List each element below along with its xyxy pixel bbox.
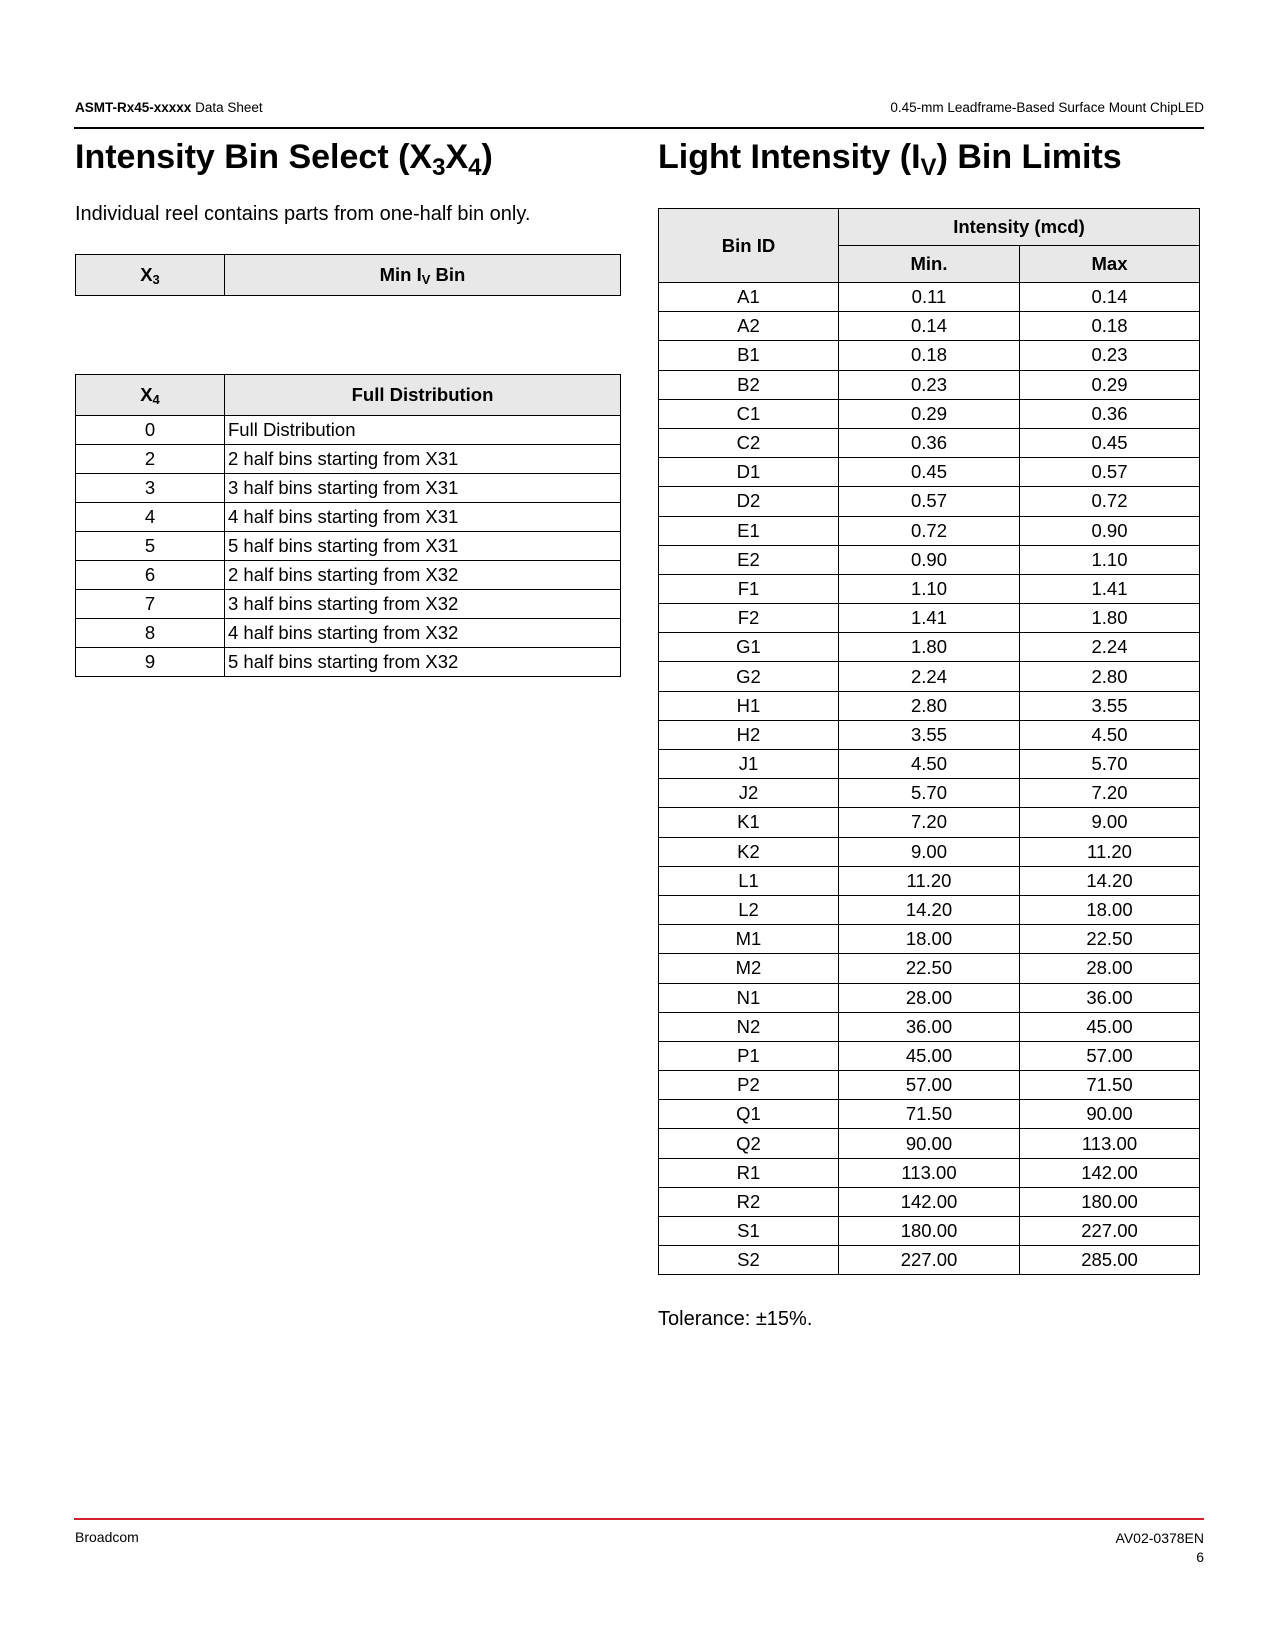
full-distribution-header: Full Distribution (225, 375, 621, 416)
x4-code-cell: 5 (76, 532, 225, 561)
x4-desc-cell: 5 half bins starting from X32 (225, 648, 621, 677)
table-row (659, 720, 1200, 749)
x4-desc-cell: 2 half bins starting from X32 (225, 561, 621, 590)
header-doc-title (75, 100, 263, 115)
bin-max-cell: 3.55 (1020, 691, 1200, 720)
bin-min-cell: 45.00 (839, 1041, 1020, 1070)
bin-min-cell: 1.41 (839, 604, 1020, 633)
table-row (76, 532, 621, 561)
bin-max-cell: 0.90 (1020, 516, 1200, 545)
bin-max-cell: 7.20 (1020, 779, 1200, 808)
bin-bin-cell: F2 (659, 604, 839, 633)
bin-min-cell: 0.36 (839, 428, 1020, 457)
bin-bin-cell: B2 (659, 370, 839, 399)
bin-bin-cell: M2 (659, 954, 839, 983)
table-row (659, 312, 1200, 341)
bin-bin-cell: G2 (659, 662, 839, 691)
min-iv-bin-header: Min $I_V$ Bin (225, 255, 621, 296)
bin-bin-cell: Q2 (659, 1129, 839, 1158)
table-row (659, 545, 1200, 574)
bin-max-cell: 1.41 (1020, 574, 1200, 603)
bin-max-cell: 90.00 (1020, 1100, 1200, 1129)
table-row (76, 445, 621, 474)
bin-max-cell: 0.72 (1020, 487, 1200, 516)
bin-min-cell: 28.00 (839, 983, 1020, 1012)
table-row (659, 925, 1200, 954)
table-row (659, 1071, 1200, 1100)
bin-bin-cell: G1 (659, 633, 839, 662)
bin-max-cell: 0.36 (1020, 399, 1200, 428)
bin-min-cell: 0.29 (839, 399, 1020, 428)
header-doc-id: ASMT-Rx45-xxxxx (75, 100, 192, 115)
x4-code-cell: 2 (76, 445, 225, 474)
bin-max-cell: 4.50 (1020, 720, 1200, 749)
x4-header: $X_4$ (76, 375, 225, 416)
bin-bin-cell: P1 (659, 1041, 839, 1070)
table-row (659, 458, 1200, 487)
x4-code-cell: 4 (76, 503, 225, 532)
table-row (659, 662, 1200, 691)
header-rule (74, 127, 1204, 129)
bin-min-cell: 0.45 (839, 458, 1020, 487)
bin-bin-cell: R1 (659, 1158, 839, 1187)
bin-bin-cell: H2 (659, 720, 839, 749)
footer-page-number: 6 (1196, 1549, 1204, 1565)
table-row (659, 1246, 1200, 1275)
bin-bin-cell: S2 (659, 1246, 839, 1275)
tolerance-note: Tolerance: ±15%. (658, 1308, 813, 1330)
bin-max-cell: 0.57 (1020, 458, 1200, 487)
intensity-bin-select-title: Intensity Bin Select $(X_3X_4)$ (75, 138, 493, 181)
bin-min-cell: 9.00 (839, 837, 1020, 866)
bin-min-cell: 3.55 (839, 720, 1020, 749)
bin-bin-cell: M1 (659, 925, 839, 954)
table-row (76, 590, 621, 619)
bin-min-cell: 113.00 (839, 1158, 1020, 1187)
table-row (659, 1012, 1200, 1041)
bin-min-cell: 7.20 (839, 808, 1020, 837)
bin-max-cell: 57.00 (1020, 1041, 1200, 1070)
bin-min-cell: 2.80 (839, 691, 1020, 720)
bin-min-cell: 0.14 (839, 312, 1020, 341)
table-row (659, 370, 1200, 399)
bin-min-cell: 227.00 (839, 1246, 1020, 1275)
bin-limits-table (658, 208, 1200, 1275)
bin-max-cell: 0.29 (1020, 370, 1200, 399)
intensity-group-header: Intensity (mcd) (839, 209, 1200, 246)
table-row (659, 1217, 1200, 1246)
bin-min-cell: 5.70 (839, 779, 1020, 808)
bin-max-cell: 113.00 (1020, 1129, 1200, 1158)
bin-max-cell: 14.20 (1020, 866, 1200, 895)
table-row (659, 428, 1200, 457)
table-row (659, 574, 1200, 603)
bin-min-cell: 57.00 (839, 1071, 1020, 1100)
bin-max-cell: 180.00 (1020, 1187, 1200, 1216)
bin-min-cell: 0.11 (839, 283, 1020, 312)
bin-max-cell: 71.50 (1020, 1071, 1200, 1100)
table-row (659, 283, 1200, 312)
x4-table (75, 374, 621, 677)
bin-bin-cell: P2 (659, 1071, 839, 1100)
bin-max-cell: 9.00 (1020, 808, 1200, 837)
bin-max-cell: 36.00 (1020, 983, 1200, 1012)
intro-text: Individual reel contains parts from one-half bin only. (75, 203, 531, 225)
table-row (659, 516, 1200, 545)
bin-min-cell: 0.57 (839, 487, 1020, 516)
table-row (659, 808, 1200, 837)
bin-bin-cell: C2 (659, 428, 839, 457)
bin-min-cell: 4.50 (839, 750, 1020, 779)
table-row (659, 1158, 1200, 1187)
bin-max-cell: 22.50 (1020, 925, 1200, 954)
bin-max-cell: 285.00 (1020, 1246, 1200, 1275)
bin-min-cell: 1.10 (839, 574, 1020, 603)
table-row (76, 619, 621, 648)
bin-max-cell: 1.10 (1020, 545, 1200, 574)
table-row (659, 954, 1200, 983)
bin-max-cell: 2.24 (1020, 633, 1200, 662)
bin-max-cell: 0.45 (1020, 428, 1200, 457)
table-row (76, 561, 621, 590)
bin-bin-cell: B1 (659, 341, 839, 370)
x4-desc-cell: 3 half bins starting from X32 (225, 590, 621, 619)
bin-bin-cell: E2 (659, 545, 839, 574)
footer-info (1116, 1529, 1204, 1567)
bin-bin-cell: C1 (659, 399, 839, 428)
bin-max-cell: 0.23 (1020, 341, 1200, 370)
bin-id-header: Bin ID (659, 209, 839, 283)
bin-min-cell: 180.00 (839, 1217, 1020, 1246)
bin-max-cell: 5.70 (1020, 750, 1200, 779)
header-doc-type: Data Sheet (195, 100, 263, 115)
table-row (659, 604, 1200, 633)
bin-bin-cell: S1 (659, 1217, 839, 1246)
bin-bin-cell: H1 (659, 691, 839, 720)
x4-desc-cell: 2 half bins starting from X31 (225, 445, 621, 474)
footer-company: Broadcom (75, 1529, 139, 1545)
bin-max-cell: 227.00 (1020, 1217, 1200, 1246)
x4-code-cell: 8 (76, 619, 225, 648)
bin-min-cell: 71.50 (839, 1100, 1020, 1129)
x3-header: $X_3$ (76, 255, 225, 296)
bin-min-cell: 18.00 (839, 925, 1020, 954)
bin-min-cell: 90.00 (839, 1129, 1020, 1158)
bin-max-cell: 18.00 (1020, 895, 1200, 924)
bin-min-cell: 0.18 (839, 341, 1020, 370)
bin-bin-cell: K1 (659, 808, 839, 837)
bin-min-cell: 1.80 (839, 633, 1020, 662)
bin-bin-cell: K2 (659, 837, 839, 866)
bin-bin-cell: R2 (659, 1187, 839, 1216)
table-row (659, 837, 1200, 866)
table-row (659, 399, 1200, 428)
bin-min-cell: 142.00 (839, 1187, 1020, 1216)
bin-max-cell: 45.00 (1020, 1012, 1200, 1041)
bin-bin-cell: N2 (659, 1012, 839, 1041)
bin-max-cell: 2.80 (1020, 662, 1200, 691)
bin-bin-cell: N1 (659, 983, 839, 1012)
table-row (659, 1129, 1200, 1158)
bin-min-cell: 11.20 (839, 866, 1020, 895)
table-row (659, 895, 1200, 924)
bin-bin-cell: A1 (659, 283, 839, 312)
bin-bin-cell: L1 (659, 866, 839, 895)
min-header: Min. (839, 246, 1020, 283)
x4-desc-cell: 4 half bins starting from X32 (225, 619, 621, 648)
table-row (76, 416, 621, 445)
table-row (76, 474, 621, 503)
table-row (659, 341, 1200, 370)
table-row (659, 1041, 1200, 1070)
bin-bin-cell: A2 (659, 312, 839, 341)
x4-desc-cell: 3 half bins starting from X31 (225, 474, 621, 503)
x4-code-cell: 9 (76, 648, 225, 677)
table-row (659, 691, 1200, 720)
header-right-title: 0.45-mm Leadframe-Based Surface Mount ChipLED (890, 100, 1204, 115)
x3-table (75, 254, 621, 296)
bin-bin-cell: Q1 (659, 1100, 839, 1129)
bin-min-cell: 2.24 (839, 662, 1020, 691)
table-row (659, 866, 1200, 895)
x4-code-cell: 7 (76, 590, 225, 619)
table-row (659, 779, 1200, 808)
table-row (659, 750, 1200, 779)
bin-bin-cell: L2 (659, 895, 839, 924)
x4-desc-cell: Full Distribution (225, 416, 621, 445)
table-row (659, 1100, 1200, 1129)
bin-max-cell: 142.00 (1020, 1158, 1200, 1187)
bin-min-cell: 36.00 (839, 1012, 1020, 1041)
bin-max-cell: 0.18 (1020, 312, 1200, 341)
bin-bin-cell: D2 (659, 487, 839, 516)
table-row (659, 633, 1200, 662)
bin-max-cell: 28.00 (1020, 954, 1200, 983)
bin-min-cell: 22.50 (839, 954, 1020, 983)
bin-bin-cell: D1 (659, 458, 839, 487)
x4-desc-cell: 5 half bins starting from X31 (225, 532, 621, 561)
bin-max-cell: 1.80 (1020, 604, 1200, 633)
bin-min-cell: 14.20 (839, 895, 1020, 924)
table-row (659, 1187, 1200, 1216)
table-row (76, 648, 621, 677)
bin-min-cell: 0.23 (839, 370, 1020, 399)
x4-desc-cell: 4 half bins starting from X31 (225, 503, 621, 532)
bin-limits-title: Light Intensity $(I_V)$ Bin Limits (658, 138, 1122, 181)
bin-bin-cell: E1 (659, 516, 839, 545)
bin-bin-cell: J1 (659, 750, 839, 779)
table-row (659, 487, 1200, 516)
bin-max-cell: 11.20 (1020, 837, 1200, 866)
table-row (76, 503, 621, 532)
bin-min-cell: 0.72 (839, 516, 1020, 545)
max-header: Max (1020, 246, 1200, 283)
bin-max-cell: 0.14 (1020, 283, 1200, 312)
footer-doc-number: AV02-0378EN (1115, 1530, 1204, 1546)
table-row (659, 983, 1200, 1012)
bin-bin-cell: J2 (659, 779, 839, 808)
x4-code-cell: 6 (76, 561, 225, 590)
bin-bin-cell: F1 (659, 574, 839, 603)
bin-min-cell: 0.90 (839, 545, 1020, 574)
x4-code-cell: 0 (76, 416, 225, 445)
x4-code-cell: 3 (76, 474, 225, 503)
footer-rule (74, 1518, 1204, 1520)
